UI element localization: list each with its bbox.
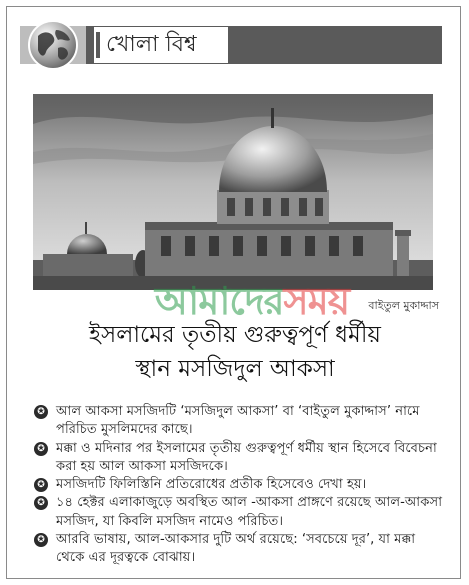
header-divider: [96, 32, 100, 58]
list-item-text: মসজিদটি ফিলিস্তিনি প্রতিরোধের প্রতীক হিসেবেও দেখা হয়।: [56, 477, 367, 493]
star-icon: ✪: [34, 478, 48, 492]
star-icon: ✪: [34, 442, 48, 456]
list-item: [34, 494, 446, 531]
fact-list: [34, 403, 446, 568]
headline-line-1: ইসলামের তৃতীয় গুরুত্বপূর্ণ ধর্মীয়: [89, 322, 381, 348]
globe-icon: [28, 20, 78, 70]
star-icon: ✪: [34, 405, 48, 419]
list-item: [34, 440, 446, 477]
list-item-text: আল আকসা মসজিদটি ‘মসজিদুল আকসা’ বা ‘বাইতুল মুকাদ্দাস’ নামে পরিচিত মুসলিমদের কাছে।: [56, 404, 420, 438]
section-header: [10, 22, 442, 68]
list-item: [34, 531, 446, 568]
star-icon: ✪: [34, 496, 48, 510]
list-item-text: ১৪ হেক্টর এলাকাজুড়ে অবস্থিত আল -আকসা প্রাঙ্গণে রয়েছে আল-আকসা মসজিদ, যা কিবলি মসজিদ নামেও পরিচিত।: [56, 495, 443, 529]
mosque-photo: [33, 94, 433, 290]
article-headline: [40, 318, 430, 386]
list-item: [34, 476, 446, 494]
list-item-text: মক্কা ও মদিনার পর ইসলামের তৃতীয় গুরুত্বপূর্ণ ধর্মীয় স্থান হিসেবে বিবেচনা করা হয় আল আকসা মসজিদকে।: [56, 440, 437, 474]
list-item-text: আরবি ভাষায়, আল-আকসার দুটি অর্থ রয়েছে: ‘সবচেয়ে দূর’, যা মক্কা থেকে এর দূরত্বকে বোঝায়।: [56, 532, 416, 566]
headline-line-2: স্থান মসজিদুল আকসা: [135, 356, 335, 382]
watermark-part1: আমাদের: [154, 279, 284, 323]
watermark-part2: সময়: [283, 279, 350, 323]
photo-caption: বাইতুল মুকাদ্দাস: [368, 299, 439, 312]
star-icon: ✪: [34, 533, 48, 547]
list-item: [34, 403, 446, 440]
globe-badge: [20, 22, 86, 68]
section-title: খোলা বিশ্ব: [106, 32, 197, 57]
